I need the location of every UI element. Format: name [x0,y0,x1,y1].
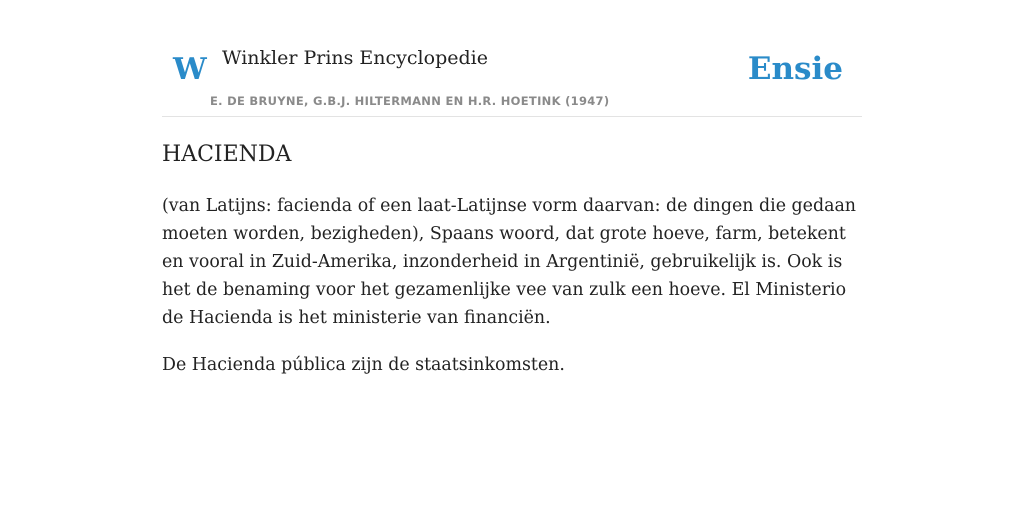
entry-paragraph: (van Latijns: facienda of een laat-Latijnse vorm daarvan: de dingen die gedaan moeten worden, bezigheden), Spaans woord, dat grote hoeve, farm, betekent en vooral in Zuid-Amerika, inzonderheid in Argentinië, gebruikelijk is. Ook is het de benaming voor het gezamenlijke vee van zulk een hoeve. El Ministerio de Hacienda is het ministerie van financiën. [162,196,857,328]
encyclopedia-logo[interactable]: W [173,52,207,87]
entry-title: HACIENDA [162,142,292,167]
entry-paragraph: De Hacienda pública zijn de staatsinkomsten. [162,355,565,375]
header [162,0,862,117]
page [162,0,862,375]
book-title[interactable]: Winkler Prins Encyclopedie [222,47,488,69]
brand-logo[interactable]: Ensie [747,51,843,87]
book-authors: E. DE BRUYNE, G.B.J. HILTERMANN EN H.R. HOETINK (1947) [210,94,610,108]
